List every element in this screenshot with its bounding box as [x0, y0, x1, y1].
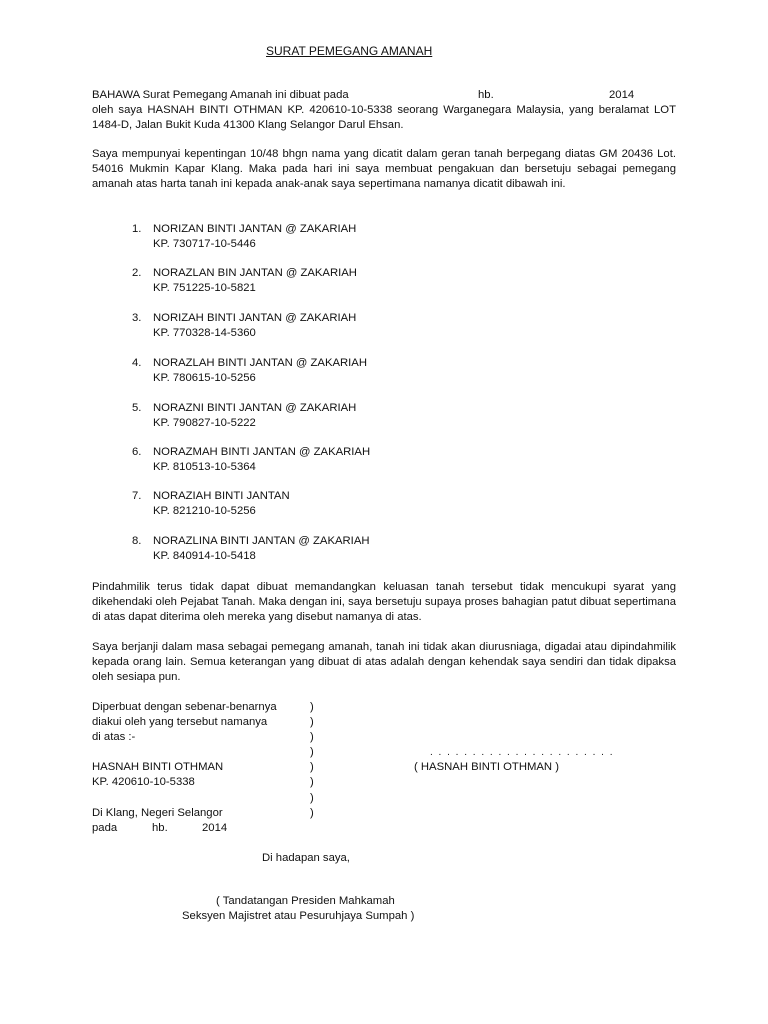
- item-number: 5.: [132, 402, 142, 414]
- beneficiary-name: NORIZAH BINTI JANTAN @ ZAKARIAH: [153, 312, 357, 324]
- bracket: ): [310, 776, 314, 788]
- intro-year: 2014: [609, 89, 635, 101]
- beneficiary-kp: KP. 780615-10-5256: [153, 372, 256, 384]
- bracket: ): [310, 716, 314, 728]
- declaration-line1: Diperbuat dengan sebenar-benarnya: [92, 701, 277, 713]
- intro-hb: hb.: [478, 89, 494, 101]
- bracket: ): [310, 792, 314, 804]
- beneficiary-name: NORAZNI BINTI JANTAN @ ZAKARIAH: [153, 402, 357, 414]
- item-number: 3.: [132, 312, 142, 324]
- item-number: 1.: [132, 223, 142, 235]
- item-number: 6.: [132, 446, 142, 458]
- intro-paragraph: oleh saya HASNAH BINTI OTHMAN KP. 420610-10-5338 seorang Warganegara Malaysia, yang beralamat LOT 1484-D, Jalan Bukit Kuda 41300 Klang Selangor Darul Ehsan.: [92, 104, 676, 131]
- beneficiary-kp: KP. 840914-10-5418: [153, 550, 256, 562]
- beneficiary-name: NORIZAN BINTI JANTAN @ ZAKARIAH: [153, 223, 357, 235]
- before-me-text: Di hadapan saya,: [262, 852, 350, 864]
- bracket: ): [310, 746, 314, 758]
- beneficiary-kp: KP. 751225-10-5821: [153, 282, 256, 294]
- official-signature-line1: ( Tandatangan Presiden Mahkamah: [216, 895, 395, 907]
- beneficiary-name: NORAZLAN BIN JANTAN @ ZAKARIAH: [153, 267, 357, 279]
- declaration-block: [92, 700, 322, 840]
- declaration-line3: di atas :-: [92, 731, 136, 743]
- beneficiary-kp: KP. 810513-10-5364: [153, 461, 256, 473]
- document-title: SURAT PEMEGANG AMANAH: [266, 44, 433, 58]
- paragraph-transfer: Pindahmilik terus tidak dapat dibuat memandangkan keluasan tanah tersebut tidak mencukupi syarat yang dikehendaki oleh Pejabat Tanah. Maka dengan ini, saya bersetuju supaya proses bahagian patut dibuat sepertimana di atas dapat diterima oleh mereka yang disebut namanya di atas.: [92, 581, 676, 623]
- beneficiary-name: NORAZMAH BINTI JANTAN @ ZAKARIAH: [153, 446, 371, 458]
- declarant-name: HASNAH BINTI OTHMAN: [92, 761, 224, 773]
- bracket: ): [310, 807, 314, 819]
- signatory-name: ( HASNAH BINTI OTHMAN ): [414, 761, 559, 773]
- declaration-date-hb: hb.: [152, 822, 168, 834]
- bracket: ): [310, 761, 314, 773]
- beneficiary-kp: KP. 770328-14-5360: [153, 327, 256, 339]
- declarant-kp: KP. 420610-10-5338: [92, 776, 195, 788]
- bracket-column: [310, 700, 320, 825]
- declaration-date-year: 2014: [202, 822, 228, 834]
- beneficiary-name: NORAZIAH BINTI JANTAN: [153, 490, 290, 502]
- paragraph-promise: Saya berjanji dalam masa sebagai pemegang amanah, tanah ini tidak akan diurusniaga, digadai atau dipindahmilik kepada orang lain. Semua keterangan yang dibuat di atas adalah dengan kehendak saya sendiri dan tidak dipaksa oleh sesiapa pun.: [92, 641, 676, 683]
- declaration-line2: diakui oleh yang tersebut namanya: [92, 716, 268, 728]
- official-signature-line2: Seksyen Majistret atau Pesuruhjaya Sumpah ): [182, 910, 415, 922]
- intro-line1-text: BAHAWA Surat Pemegang Amanah ini dibuat pada: [92, 89, 349, 101]
- signature-dotted-line: . . . . . . . . . . . . . . . . . . . . . .: [430, 747, 614, 758]
- item-number: 7.: [132, 490, 142, 502]
- beneficiary-kp: KP. 730717-10-5446: [153, 238, 256, 250]
- paragraph-interest: Saya mempunyai kepentingan 10/48 bhgn nama yang dicatit dalam geran tanah berpegang diatas GM 20436 Lot. 54016 Mukmin Kapar Klang. Maka pada hari ini saya membuat pengakuan dan bersetuju sebagai pemegang amanah atas harta tanah ini kepada anak-anak saya sepertimana namanya dicatit dibawah ini.: [92, 148, 676, 190]
- declaration-date-pada: pada: [92, 822, 118, 834]
- bracket: ): [310, 731, 314, 743]
- beneficiary-kp: KP. 790827-10-5222: [153, 417, 256, 429]
- declaration-place: Di Klang, Negeri Selangor: [92, 807, 223, 819]
- item-number: 4.: [132, 357, 142, 369]
- beneficiary-kp: KP. 821210-10-5256: [153, 505, 256, 517]
- item-number: 8.: [132, 535, 142, 547]
- bracket: ): [310, 701, 314, 713]
- beneficiary-name: NORAZLINA BINTI JANTAN @ ZAKARIAH: [153, 535, 370, 547]
- item-number: 2.: [132, 267, 142, 279]
- beneficiary-name: NORAZLAH BINTI JANTAN @ ZAKARIAH: [153, 357, 368, 369]
- intro-date-line: [92, 88, 676, 103]
